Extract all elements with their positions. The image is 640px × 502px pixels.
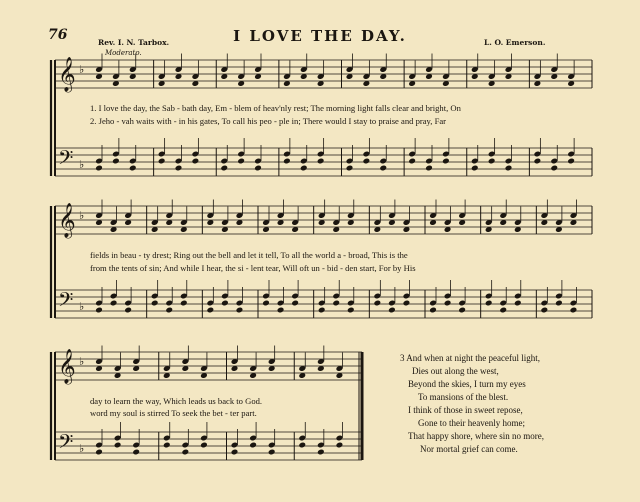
verse3-line: To mansions of the blest. <box>418 392 509 402</box>
note-head <box>318 307 326 314</box>
note-head <box>124 307 132 314</box>
system3-lyric-verse1: day to learn the way, Which leads us back to God. <box>90 396 263 406</box>
note-head <box>192 158 200 165</box>
verse3-line: Gone to their heavenly home; <box>418 418 525 428</box>
verse3-line: Beyond the skies, I turn my eyes <box>408 379 526 389</box>
treble-clef: 𝄞 <box>58 203 76 238</box>
note-head <box>129 165 137 172</box>
note-head <box>499 307 507 314</box>
note-head <box>332 300 340 307</box>
note-head <box>514 300 522 307</box>
note-head <box>458 307 466 314</box>
verse3-line: 3 And when at night the peaceful light, <box>400 353 540 363</box>
bass-clef: 𝄢 <box>58 146 74 174</box>
note-head <box>347 307 355 314</box>
flat-sign: ♭ <box>79 300 85 313</box>
note-head <box>408 158 416 165</box>
note-head <box>237 158 245 165</box>
page-number: 76 <box>48 27 68 43</box>
note-head <box>363 158 371 165</box>
note-head <box>268 449 276 456</box>
note-head <box>236 307 244 314</box>
note-head <box>379 165 387 172</box>
note-head <box>403 300 411 307</box>
note-head <box>165 307 173 314</box>
note-head <box>471 165 479 172</box>
verse3-line: Nor mortal grief can come. <box>420 444 518 454</box>
note-head <box>132 449 140 456</box>
note-head <box>505 165 513 172</box>
note-head <box>425 165 433 172</box>
system2-lyric-verse2: from the tents of sin; And while I hear, the si - lent tear, Will oft un - bid - den start, For by His <box>90 263 416 273</box>
note-head <box>429 307 437 314</box>
note-head <box>442 158 450 165</box>
note-head <box>151 300 159 307</box>
note-head <box>291 300 299 307</box>
note-head <box>110 300 118 307</box>
system2-lyric-verse1: fields in beau - ty drest; Ring out the bell and let it tell, To all the world a - broad, This is the <box>90 250 408 260</box>
flat-sign: ♭ <box>79 63 85 76</box>
bass-clef: 𝄢 <box>58 430 74 458</box>
flat-sign: ♭ <box>79 442 85 455</box>
verse3-line: I think of those in sweet repose, <box>408 405 523 415</box>
note-head <box>488 158 496 165</box>
note-head <box>95 307 103 314</box>
note-head <box>200 442 208 449</box>
treble-clef: 𝄞 <box>58 349 76 384</box>
bass-clef: 𝄢 <box>58 288 74 316</box>
note-head <box>175 165 183 172</box>
note-head <box>550 165 558 172</box>
note-head <box>283 158 291 165</box>
note-head <box>277 307 285 314</box>
note-head <box>300 165 308 172</box>
note-head <box>534 158 542 165</box>
note-head <box>317 449 325 456</box>
lyricist-credit: Rev. I. N. Tarbox. <box>98 38 170 47</box>
note-head <box>388 307 396 314</box>
note-head <box>541 307 549 314</box>
note-head <box>163 442 171 449</box>
note-head <box>346 165 354 172</box>
note-head <box>317 158 325 165</box>
composer-credit: L. O. Emerson. <box>484 38 546 47</box>
system3-lyric-verse2: word my soul is stirred To seek the bet - ter part. <box>90 408 257 418</box>
note-head <box>221 300 229 307</box>
flat-sign: ♭ <box>79 209 85 222</box>
treble-clef: 𝄞 <box>58 57 76 92</box>
note-head <box>158 158 166 165</box>
note-head <box>180 300 188 307</box>
note-head <box>220 165 228 172</box>
note-head <box>254 165 262 172</box>
system1-lyric-verse1: 1. I love the day, the Sab - bath day, Em - blem of heav'nly rest; The morning light falls clear and bright, On <box>90 103 461 113</box>
note-head <box>570 307 578 314</box>
note-head <box>95 449 103 456</box>
system1-lyric-verse2: 2. Jeho - vah waits with - in his gates, To call his peo - ple in; There would I stay to praise and pray, Far <box>90 116 447 126</box>
note-head <box>114 442 122 449</box>
note-head <box>249 442 257 449</box>
tempo-marking: Moderato. <box>105 49 142 57</box>
note-head <box>485 300 493 307</box>
note-head <box>182 449 190 456</box>
note-head <box>95 165 103 172</box>
flat-sign: ♭ <box>79 355 85 368</box>
note-head <box>555 300 563 307</box>
note-head <box>262 300 270 307</box>
verse3-line: That happy shore, where sin no more, <box>408 431 544 441</box>
note-head <box>444 300 452 307</box>
note-head <box>374 300 382 307</box>
note-head <box>336 442 344 449</box>
note-head <box>298 442 306 449</box>
note-head <box>207 307 215 314</box>
note-head <box>567 158 575 165</box>
verse3-line: Dies out along the west, <box>412 366 499 376</box>
hymn-title: I LOVE THE DAY. <box>233 27 407 45</box>
note-head <box>231 449 239 456</box>
note-head <box>112 158 120 165</box>
flat-sign: ♭ <box>79 158 85 171</box>
